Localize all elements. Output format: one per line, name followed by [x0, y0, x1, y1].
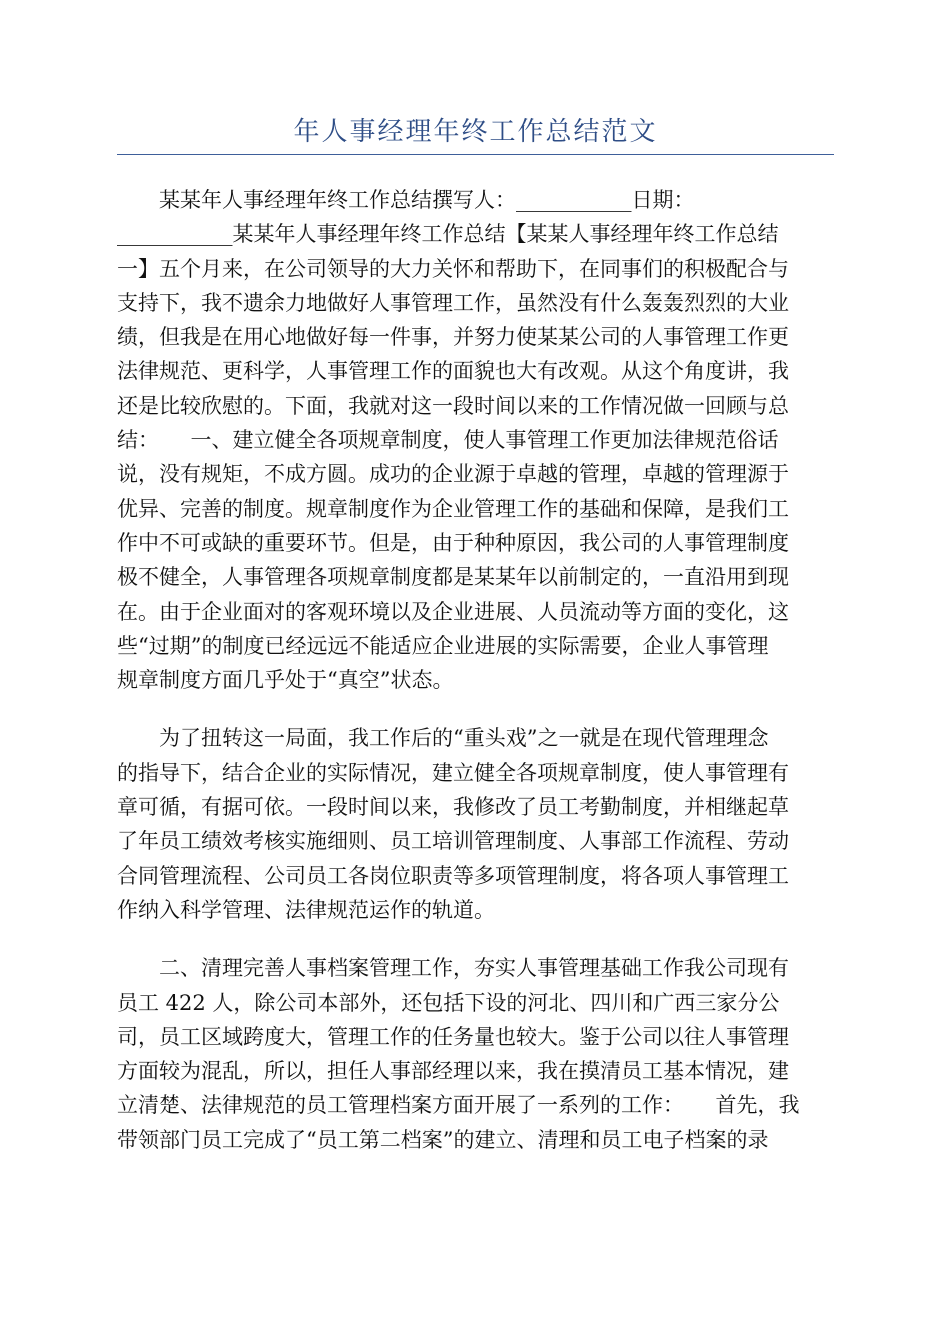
text-line: 为了扭转这一局面，我工作后的“重头戏”之一就是在现代管理理念 — [117, 726, 769, 751]
text-line: 方面较为混乱，所以，担任人事部经理以来，我在摸清员工基本情况，建 — [117, 1059, 789, 1084]
text-line: 支持下，我不遗余力地做好人事管理工作，虽然没有什么轰轰烈烈的大业 — [117, 290, 789, 315]
text-line: 优异、完善的制度。规章制度作为企业管理工作的基础和保障，是我们工 — [117, 496, 789, 521]
paragraph-gap — [117, 927, 834, 951]
text-line: 司，员工区域跨度大，管理工作的任务量也较大。鉴于公司以往人事管理 — [117, 1024, 789, 1049]
text-line: 立清楚、法律规范的员工管理档案方面开展了一系列的工作： 首先，我 — [117, 1093, 800, 1118]
text-line: 规章制度方面几乎处于“真空”状态。 — [117, 668, 454, 693]
text-line: 合同管理流程、公司员工各岗位职责等多项管理制度，将各项人事管理工 — [117, 863, 789, 888]
text-line: 二、清理完善人事档案管理工作，夯实人事管理基础工作我公司现有 — [117, 956, 789, 981]
text-line: 绩，但我是在用心地做好每一件事，并努力使某某公司的人事管理工作更 — [117, 325, 789, 350]
text-line: 说，没有规矩，不成方圆。成功的企业源于卓越的管理，卓越的管理源于 — [117, 462, 789, 487]
text-line: 法律规范、更科学，人事管理工作的面貌也大有改观。从这个角度讲，我 — [117, 359, 789, 384]
title-underline — [117, 154, 834, 155]
text-line: 一】五个月来，在公司领导的大力关怀和帮助下，在同事们的积极配合与 — [117, 256, 789, 281]
text-line: 的指导下，结合企业的实际情况，建立健全各项规章制度，使人事管理有 — [117, 760, 789, 785]
text-line: 些“过期”的制度已经远远不能适应企业进展的实际需要，企业人事管理 — [117, 633, 769, 658]
text-line: 某某年人事经理年终工作总结撰写人：___________日期： — [117, 188, 695, 212]
text-line: 在。由于企业面对的客观环境以及企业进展、人员流动等方面的变化，这 — [117, 599, 789, 624]
text-line: 结： 一、建立健全各项规章制度，使人事管理工作更加法律规范俗话 — [117, 428, 779, 453]
document-body — [117, 183, 834, 1157]
text-line: ___________某某年人事经理年终工作总结【某某人事经理年终工作总结 — [117, 222, 779, 247]
text-line: 作中不可或缺的重要环节。但是，由于种种原因，我公司的人事管理制度 — [117, 530, 789, 555]
text-line: 带领部门员工完成了“员工第二档案”的建立、清理和员工电子档案的录 — [117, 1127, 769, 1152]
paragraph-gap — [117, 697, 834, 721]
document-title: 年人事经理年终工作总结范文 — [293, 117, 658, 147]
text-line: 章可循，有据可依。一段时间以来，我修改了员工考勤制度，并相继起草 — [117, 795, 789, 820]
text-line: 作纳入科学管理、法律规范运作的轨道。 — [117, 897, 495, 922]
text-line: 还是比较欣慰的。下面，我就对这一段时间以来的工作情况做一回顾与总 — [117, 393, 789, 418]
text-line: 极不健全，人事管理各项规章制度都是某某年以前制定的，一直沿用到现 — [117, 565, 789, 590]
text-line: 员工 422 人，除公司本部外，还包括下设的河北、四川和广西三家分公 — [117, 990, 780, 1015]
text-line: 了年员工绩效考核实施细则、员工培训管理制度、人事部工作流程、劳动 — [117, 829, 789, 854]
